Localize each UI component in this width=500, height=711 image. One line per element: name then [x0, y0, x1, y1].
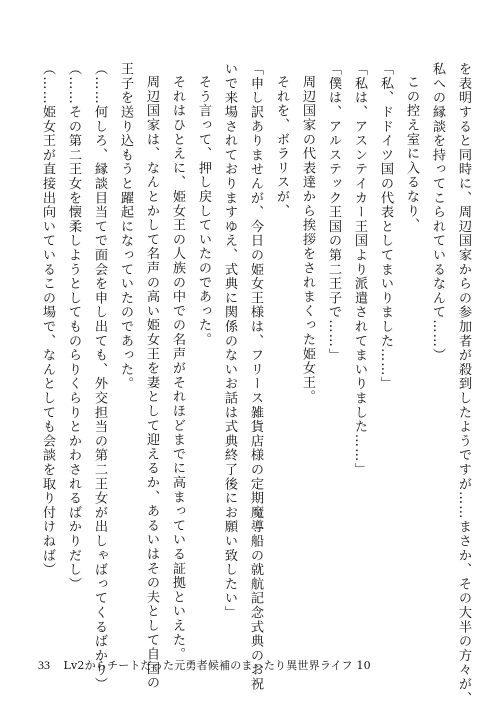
text-line: それはひとえに、姫女王の人族の中での名声がそれほどまでに高まっている証拠といえた。 — [170, 75, 185, 662]
dialogue-line: 「申し訳ありませんが、今日の姫女王様は、フリース雑貨店様の定期魔導船の就航記念式典のお祝 — [248, 62, 263, 692]
text-line: 周辺国家の代表達から挨拶をされまくった姫女王。 — [300, 75, 315, 404]
text-line: 私への縁談を持ってこられているなんて……） — [430, 62, 445, 363]
page-footer — [38, 658, 371, 673]
running-title: Lv2からチートだった元勇者候補のまったり異世界ライフ 10 — [63, 659, 371, 672]
text-line: この控え室に入るなり、 — [404, 75, 419, 233]
dialogue-line: 「私、ドドイツ国の代表としてまいりました……」 — [378, 62, 393, 391]
thought-line: （……その第二王女を懐柔しようとしてものらりくらりとかわされるばかりだし） — [66, 62, 81, 592]
text-line: それを、ボラリスが、 — [274, 75, 289, 218]
text-line: を表明すると同時に、周辺国家からの参加者が殺到したようですが……まさか、その大半の方々が、 — [456, 62, 471, 706]
page-number: 33 — [38, 658, 50, 672]
dialogue-line-continued: いで来場されておりますゆえ、式典に関係のないお話は式典終了後にお願い致したい」 — [222, 62, 237, 620]
thought-line: （……姫女王が直接出向いているこの場で、なんとしても会談を取り付けねば） — [40, 62, 55, 577]
thought-line: （……何しろ、縁談目当てで面会を申し出ても、外交担当の第二王女が出しゃばってくるばかり） — [92, 62, 107, 692]
text-line: 王子を送り込もうと躍起になっていたのであった。 — [118, 62, 133, 391]
dialogue-line: 「私は、アスンテイカー王国より派遣されてまいりました……」 — [352, 62, 367, 477]
text-line: 周辺国家は、なんとかして名声の高い姫女王を妻として迎えるか、あるいはその夫として自国の — [144, 75, 159, 690]
text-line: そう言って、押し戻していたのであった。 — [196, 75, 211, 347]
dialogue-line: 「僕は、アルステック王国の第二王子で……」 — [326, 62, 341, 363]
